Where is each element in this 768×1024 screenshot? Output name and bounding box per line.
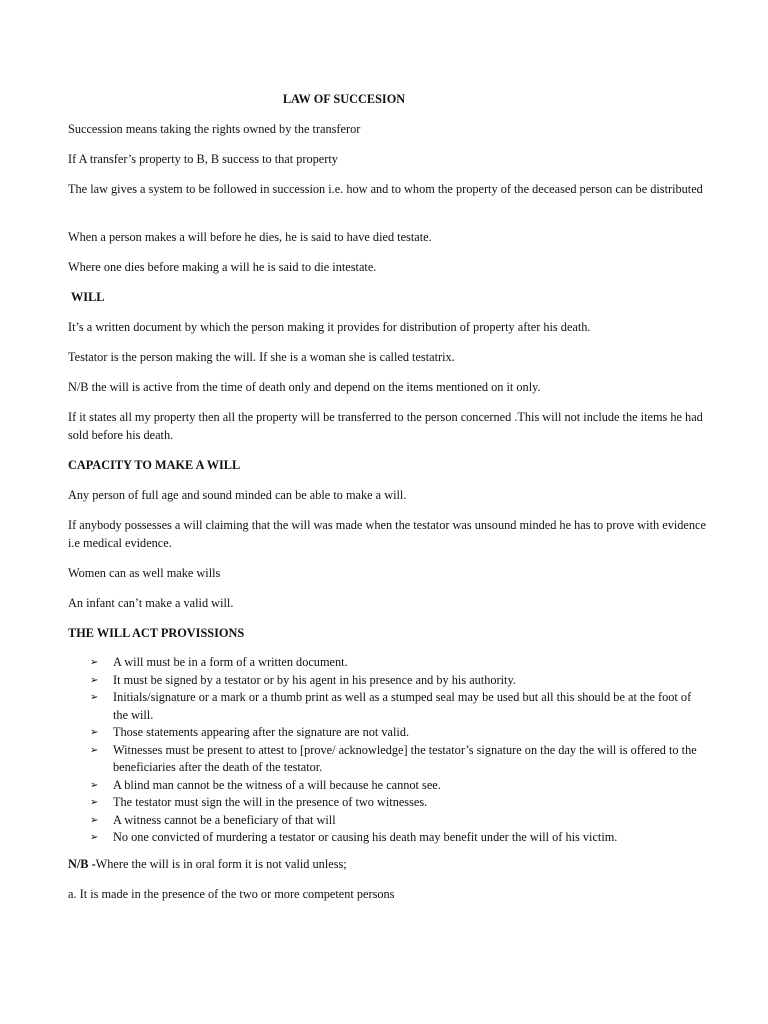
paragraph-all-property: If it states all my property then all the property will be transferred to the person concerned .This will not include the items he had sold before his death. bbox=[68, 410, 703, 442]
paragraph-infant: An infant can’t make a valid will. bbox=[68, 596, 234, 610]
paragraph-nb-oral bbox=[68, 856, 708, 874]
provisions-list bbox=[90, 654, 702, 847]
list-item: ➢ Witnesses must be present to attest to [prove/ acknowledge] the testator’s signature on the day the will is offered to the beneficiaries after the death of the testator. bbox=[90, 742, 697, 774]
paragraph-testator: Testator is the person making the will. If she is a woman she is called testatrix. bbox=[68, 350, 455, 364]
arrow-bullet-icon: ➢ bbox=[90, 727, 99, 738]
heading-will-act: THE WILL ACT PROVISSIONS bbox=[68, 626, 245, 640]
list-item: ➢ A blind man cannot be the witness of a will because he cannot see. bbox=[90, 777, 702, 795]
paragraph-succession-definition: Succession means taking the rights owned by the transferor bbox=[68, 122, 361, 136]
heading-will: WILL bbox=[71, 290, 105, 304]
document-title: LAW OF SUCCESION bbox=[282, 92, 406, 106]
arrow-bullet-icon: ➢ bbox=[90, 814, 99, 826]
list-item: ➢ The testator must sign the will in the presence of two witnesses. bbox=[90, 794, 702, 812]
paragraph-women: Women can as well make wills bbox=[68, 566, 221, 580]
nb-label: N/B - bbox=[68, 857, 96, 871]
list-item: ➢ It must be signed by a testator or by his agent in his presence and by his authority. bbox=[90, 672, 702, 690]
arrow-bullet-icon: ➢ bbox=[90, 692, 99, 703]
paragraph-transfer-example: If A transfer’s property to B, B success to that property bbox=[68, 152, 338, 166]
paragraph-nb-active: N/B the will is active from the time of death only and depend on the items mentioned on it only. bbox=[68, 380, 541, 394]
paragraph-law-system: The law gives a system to be followed in succession i.e. how and to whom the property of the deceased person can be distributed bbox=[68, 182, 703, 196]
paragraph-testate: When a person makes a will before he dies, he is said to have died testate. bbox=[68, 230, 432, 244]
list-item: ➢ No one convicted of murdering a testator or causing his death may benefit under the will of his victim. bbox=[90, 829, 702, 847]
paragraph-full-age: Any person of full age and sound minded can be able to make a will. bbox=[68, 488, 407, 502]
paragraph-will-definition: It’s a written document by which the person making it provides for distribution of property after his death. bbox=[68, 320, 591, 334]
arrow-bullet-icon: ➢ bbox=[90, 797, 99, 808]
paragraph-item-a: a. It is made in the presence of the two or more competent persons bbox=[68, 887, 395, 901]
heading-capacity: CAPACITY TO MAKE A WILL bbox=[68, 458, 241, 472]
nb-text: Where the will is in oral form it is not valid unless; bbox=[95, 857, 347, 871]
list-item: ➢ Initials/signature or a mark or a thumb print as well as a stumped seal may be used but all this should be at the foot of the will. bbox=[90, 690, 692, 722]
paragraph-intestate: Where one dies before making a will he is said to die intestate. bbox=[68, 260, 377, 274]
list-item: ➢ A will must be in a form of a written document. bbox=[90, 654, 702, 672]
paragraph-unsound-mind: If anybody possesses a will claiming that the will was made when the testator was unsound minded he has to prove with evidence i.e medical evidence. bbox=[68, 518, 706, 550]
arrow-bullet-icon: ➢ bbox=[90, 779, 99, 791]
arrow-bullet-icon: ➢ bbox=[90, 657, 99, 668]
arrow-bullet-icon: ➢ bbox=[90, 674, 99, 686]
list-item: ➢ Those statements appearing after the signature are not valid. bbox=[90, 724, 702, 742]
list-item: ➢ A witness cannot be a beneficiary of that will bbox=[90, 812, 702, 830]
arrow-bullet-icon: ➢ bbox=[90, 744, 99, 756]
arrow-bullet-icon: ➢ bbox=[90, 832, 99, 843]
